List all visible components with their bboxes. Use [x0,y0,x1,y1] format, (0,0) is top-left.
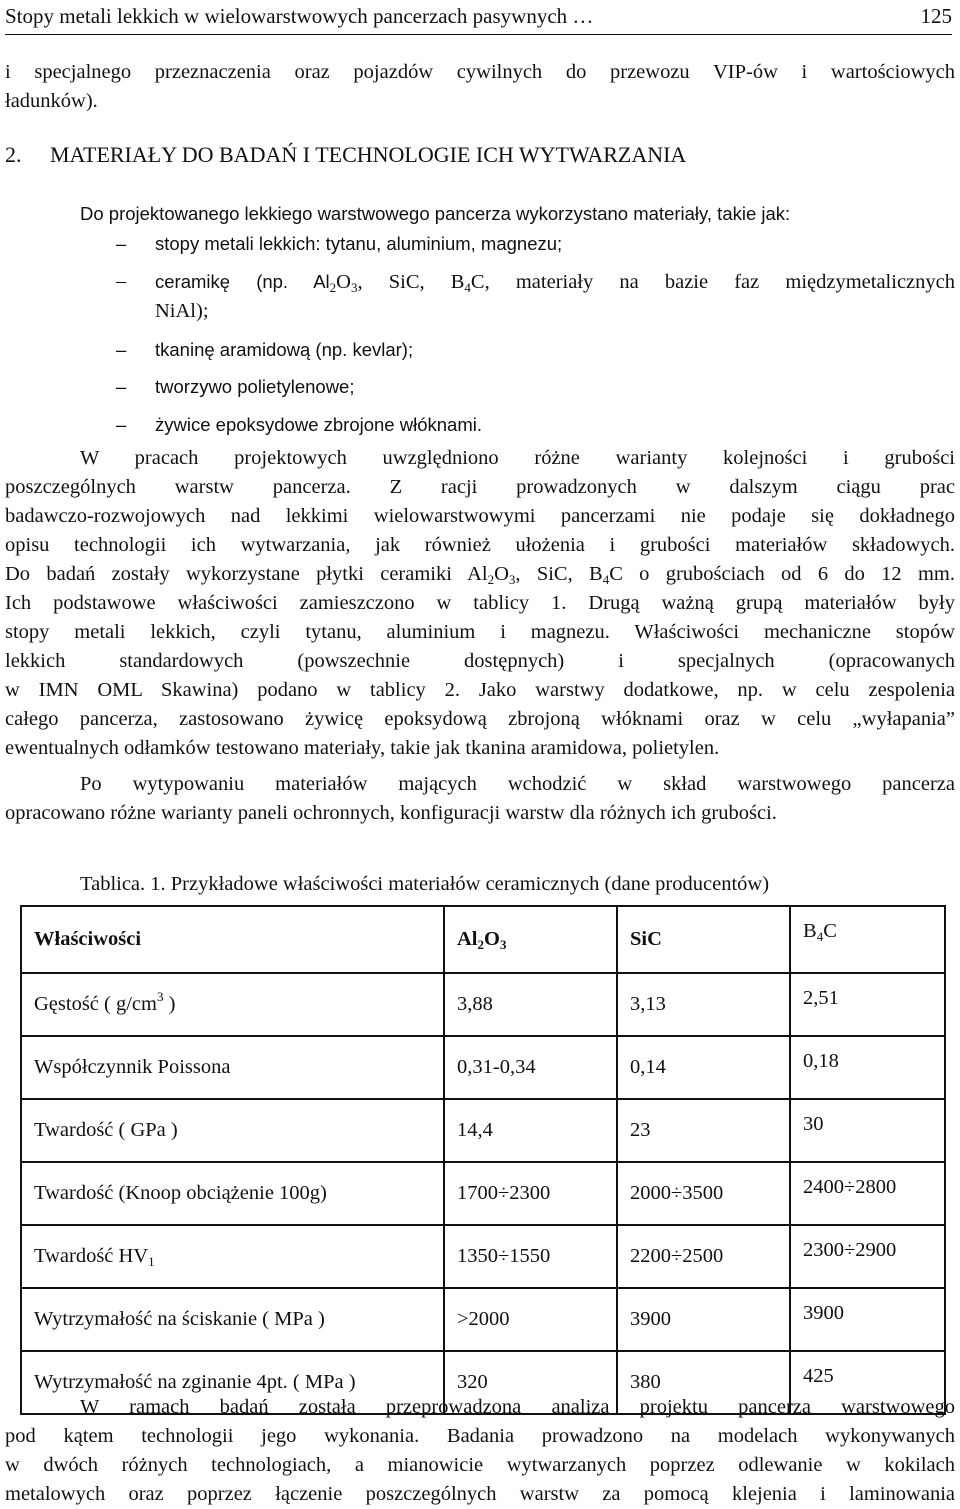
row-label: Wytrzymałość na ściskanie ( MPa ) [21,1288,444,1351]
section-title: MATERIAŁY DO BADAŃ I TECHNOLOGIE ICH WYTWARZANIA [50,142,687,167]
table-cell: 3900 [790,1288,945,1351]
intro-line-2: ładunków). [5,90,98,112]
row-label: Twardość $HV_1$ [21,1225,444,1288]
table-cell: 380 [617,1351,790,1414]
row-label: Współczynnik Poissona [21,1036,444,1099]
list-item [0,259,955,327]
header-cell: $B_4C$ [790,906,945,973]
table-cell: 2400÷2800 [790,1162,945,1225]
list-dash: – [116,269,127,292]
header-cell: $Al_2O_3$ [444,906,617,973]
table-cell: 425 [790,1351,945,1414]
list-dash: – [116,338,127,360]
table-cell: 0,14 [617,1036,790,1099]
header-cell: Właściwości [21,906,444,973]
table-cell: 2000÷3500 [617,1162,790,1225]
row-label: Wytrzymałość na zginanie 4pt. ( MPa ) [21,1351,444,1414]
table-cell: 320 [444,1351,617,1414]
list-dash: – [116,376,127,397]
table-cell: >2000 [444,1288,617,1351]
table-cell: 2200÷2500 [617,1225,790,1288]
list-item-text: stopy metali lekkich: tytanu, aluminium, magnezu; [155,233,563,254]
table-cell: 3,13 [617,973,790,1036]
lead-sentence: Do projektowanego lekkiego warstwowego pancerza wykorzystano materiały, takie jak: [80,203,791,224]
row-label: Gęstość ( $g/cm^3$ ) [21,973,444,1036]
materials-list [0,229,955,439]
list-item-text: żywice epoksydowe zbrojone włóknami. [155,413,482,435]
table-cell: 30 [790,1099,945,1162]
list-item-text: tkaninę aramidową (np. kevlar); [155,338,414,360]
paragraph-1: W pracach projektowych uwzględniono różne warianty kolejności i grubości poszczególnych warstw pancerza. Z racji prowadzonych w dalszym ciągu prac badawczo-rozwojowych nad lekkimi wielowarstwowymi pancerzami nie podaje się dokładnego opisu technologii ich wytwarzania, jak również ułożenia i grubości materiałów składowych. Do badań zostały wykorzystane płytki ceramiki $Al_2O_3$, SiC, $B_4C$ o grubościach od 6 do 12 mm. Ich podstawowe właściwości zamieszczono w tablicy 1. Drugą ważną grupą materiałów były stopy metali lekkich, czyli tytanu, aluminium i magnezu. Właściwości mechaniczne stopów lekkich standardowych (powszechnie dostępnych) i specjalnych (opracowanych w IMN OML Skawina) podano w tablicy 2. Jako warstwy dodatkowe, np. w celu zespolenia całego pancerza, zastosowano żywicę epoksydową zbrojoną włóknami oraz w celu „wyłapania” ewentualnych odłamków testowano materiały, takie jak tkanina aramidowa, polietylen. [5,447,955,759]
list-item [0,364,955,402]
list-item [0,229,955,259]
intro-line-1: i specjalnego przeznaczenia oraz pojazdów cywilnych do przewozu VIP-ów i wartościowych [5,61,955,83]
table-row [21,1036,945,1099]
table-row [21,1288,945,1351]
list-dash: – [116,413,127,435]
ceramic-properties-table [20,905,946,1415]
list-item [0,402,955,440]
page-number: 125 [920,4,952,28]
list-item [0,327,955,365]
table-cell: 2,51 [790,973,945,1036]
table-cell: 1700÷2300 [444,1162,617,1225]
table-cell: 2300÷2900 [790,1225,945,1288]
paragraph-3: W ramach badań została przeprowadzona analiza projektu pancerza warstwowego pod kątem technologii jego wykonania. Badania prowadzono na modelach wykonywanych w dwóch różnych technologiach, a mianowicie wytwarzanych poprzez odlewanie w kokilach metalowych oraz poprzez łączenie poszczególnych warstw za pomocą klejenia i laminowania [5,1396,955,1505]
table-cell: 3900 [617,1288,790,1351]
list-item-continuation: NiAl); [155,300,209,322]
table-cell: 23 [617,1099,790,1162]
section-heading [5,140,686,169]
paragraph-2: Po wytypowaniu materiałów mających wchodzić w skład warstwowego pancerza opracowano różne warianty paneli ochronnych, konfiguracji warstw dla różnych ich grubości. [5,773,955,824]
table-caption: Tablica. 1. Przykładowe właściwości materiałów ceramicznych (dane producentów) [80,873,770,895]
table-cell: 0,31-0,34 [444,1036,617,1099]
table-row [21,973,945,1036]
header-cell: SiC [617,906,790,973]
table-cell: 14,4 [444,1099,617,1162]
table-cell: 3,88 [444,973,617,1036]
list-item-text: ceramikę (np. $Al_2O_3$, SiC, $B_4C$, materiały na bazie faz międzymetalicznych [155,270,955,295]
running-title: Stopy metali lekkich w wielowarstwowych pancerzach pasywnych … [5,4,594,28]
table-row [21,1162,945,1225]
table-cell: 1350÷1550 [444,1225,617,1288]
running-header [5,2,952,35]
list-item-text: tworzywo polietylenowe; [155,376,355,397]
list-dash: – [116,233,127,254]
table-row [21,1099,945,1162]
table-cell: 0,18 [790,1036,945,1099]
table-header-row [21,906,945,973]
row-label: Twardość (Knoop obciążenie 100g) [21,1162,444,1225]
section-number: 2. [5,142,22,167]
row-label: Twardość ( GPa ) [21,1099,444,1162]
table-row [21,1225,945,1288]
